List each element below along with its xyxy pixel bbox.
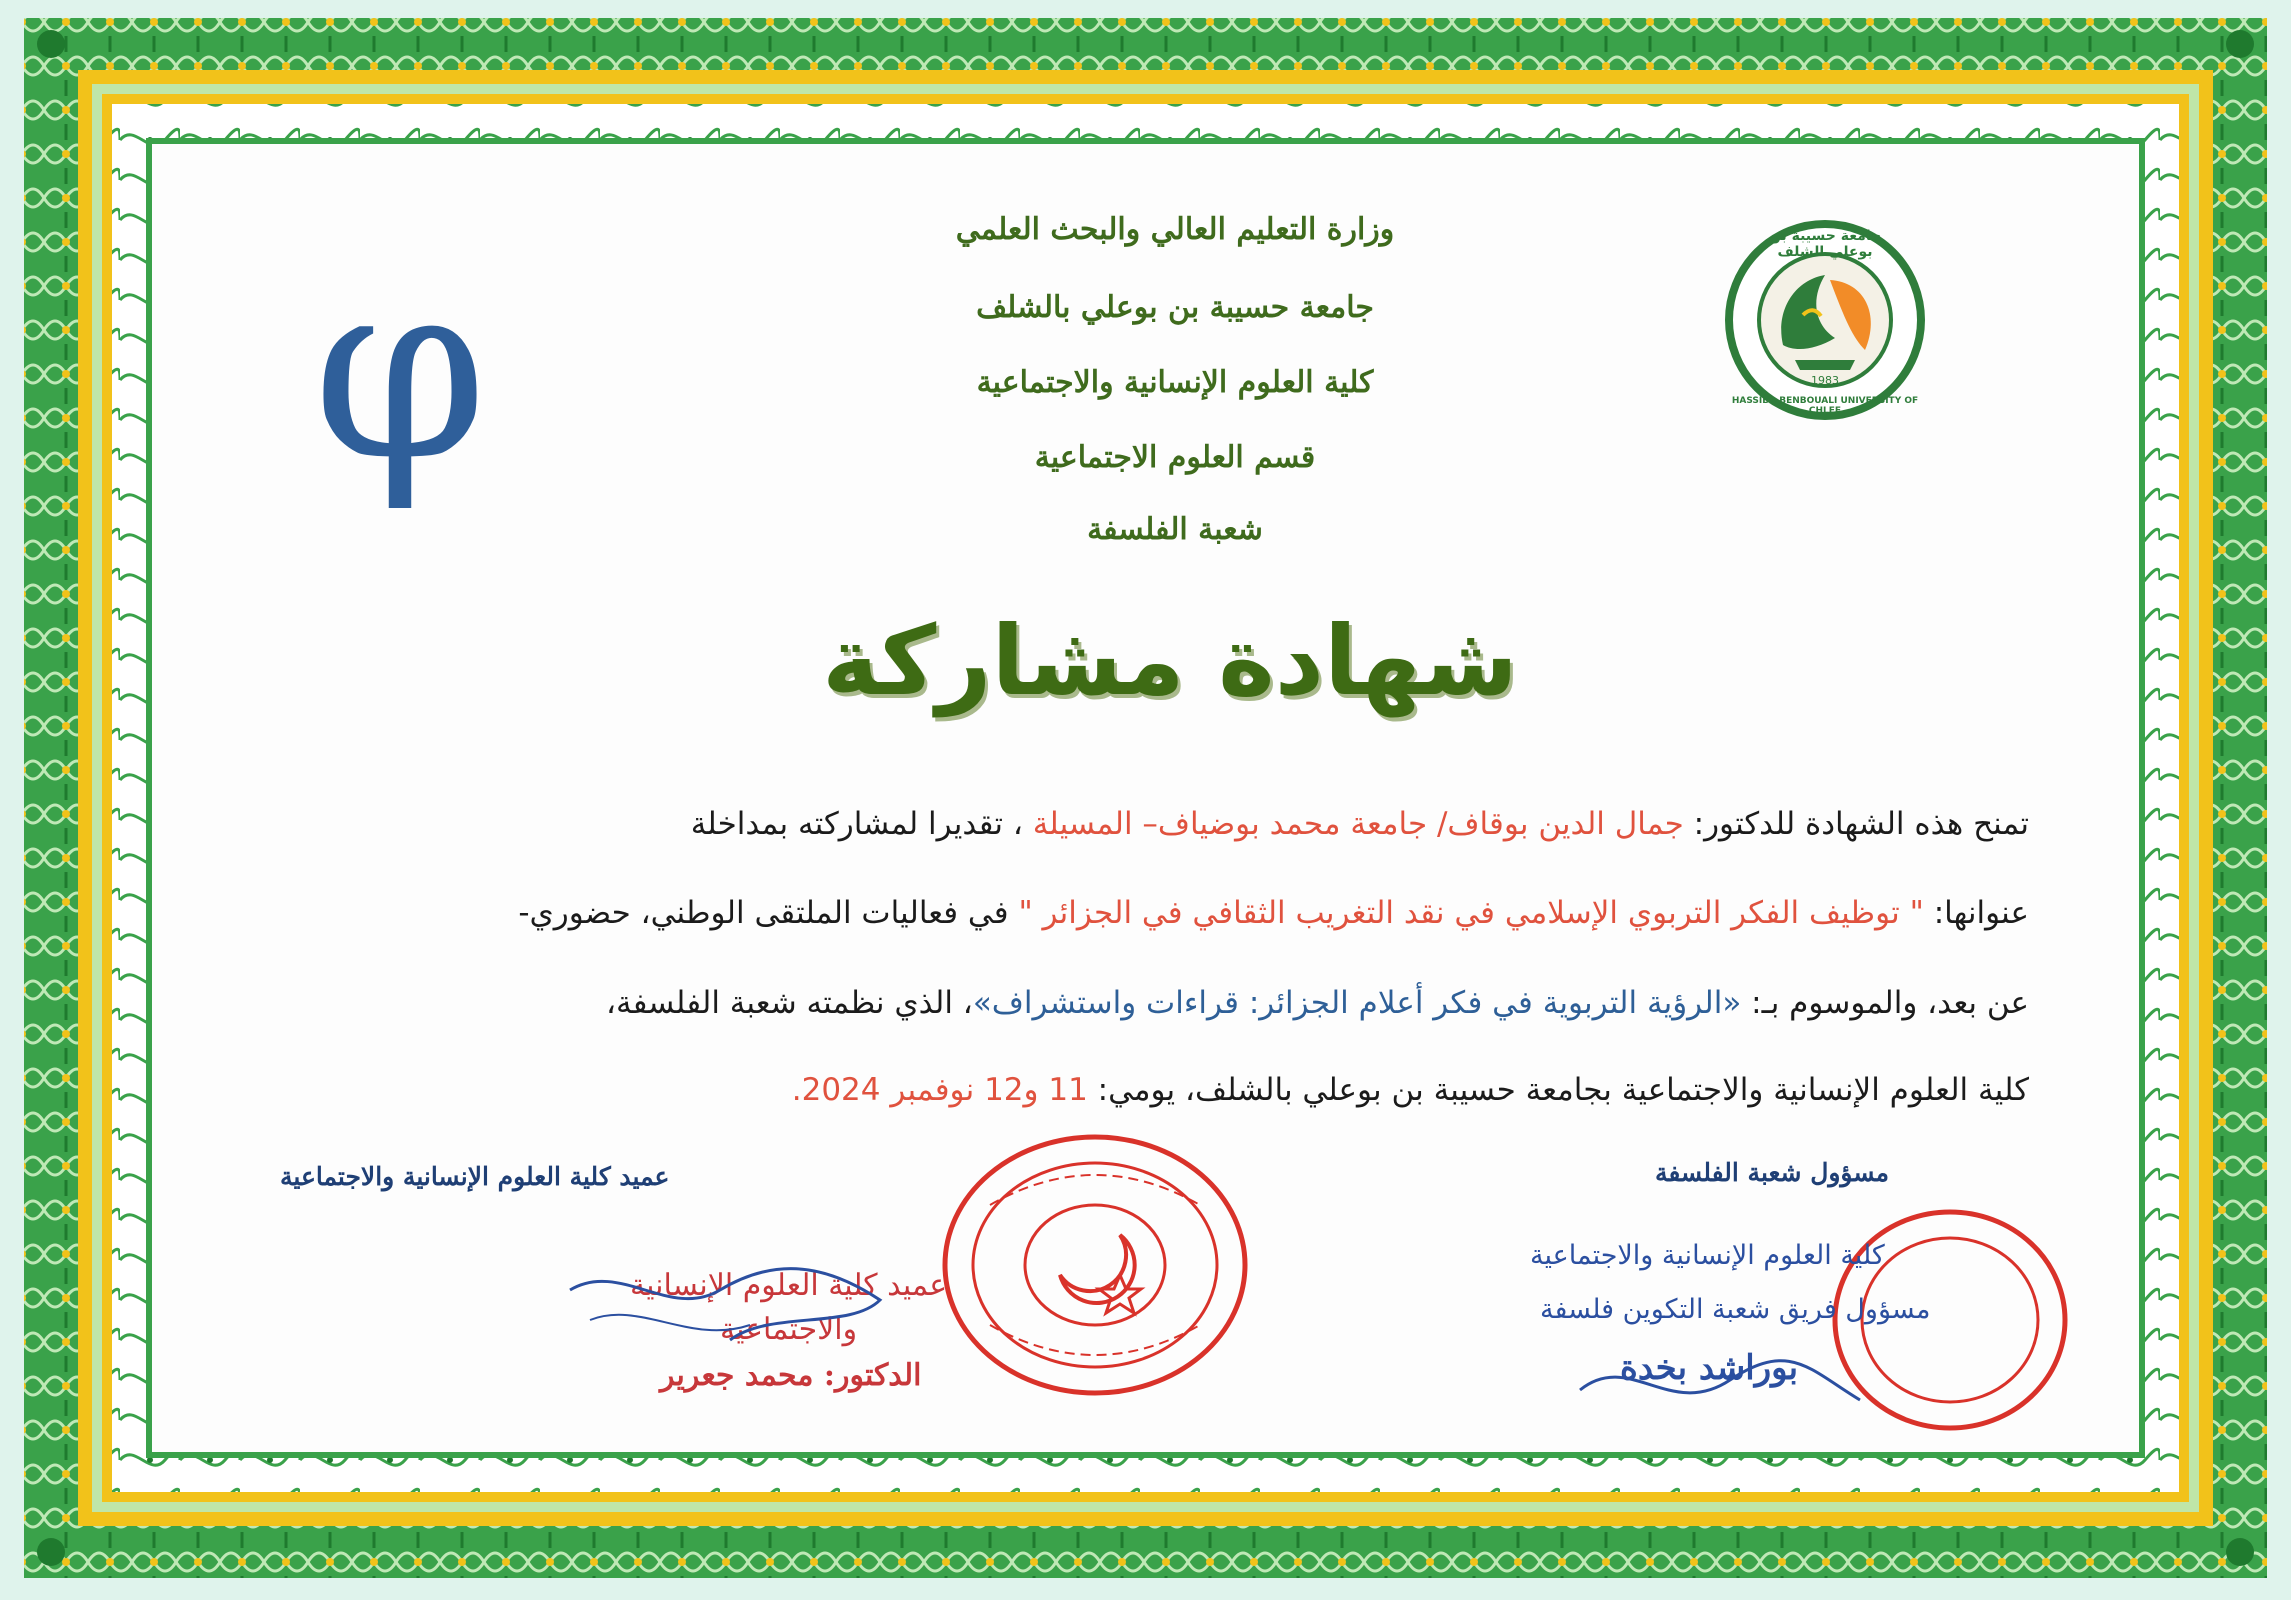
- recipient-name: جمال الدين بوقاف/ جامعة محمد بوضياف– المسيلة: [1032, 806, 1684, 842]
- branch-head-title: مسؤول شعبة الفلسفة: [1655, 1158, 1890, 1187]
- body-line-1: [691, 806, 2029, 842]
- certificate-title: شهادة مشاركة: [822, 605, 1518, 717]
- university-seal: [1725, 220, 1925, 420]
- paper-title: " توظيف الفكر التربوي الإسلامي في نقد التغريب الثقافي في الجزائر ": [1018, 895, 1924, 931]
- dean-stamp-name: الدكتور: محمد جعرير: [660, 1358, 922, 1393]
- ministry-line: وزارة التعليم العالي والبحث العلمي: [955, 212, 1395, 247]
- dean-signature: [550, 1250, 930, 1420]
- seal-year: 1983: [1811, 374, 1839, 387]
- phi-logo: [285, 224, 515, 515]
- university-line: جامعة حسيبة بن بوعلي بالشلف: [976, 290, 1374, 325]
- branch-head-stamp: [1530, 1210, 2090, 1450]
- body-line-2-prefix: عنوانها:: [1923, 895, 2029, 931]
- body-line-3-suffix: ، الذي نظمته شعبة الفلسفة،: [605, 985, 973, 1021]
- seal-text-english: HASSIBA BENBOUALI UNIVERSITY OF CHLEF: [1731, 396, 1919, 416]
- branch-stamp-line-2: مسؤول فريق شعبة التكوين فلسفة: [1540, 1294, 1931, 1325]
- dean-stamp-line-2: والاجتماعية: [720, 1312, 858, 1347]
- branch-stamp-name: بوراشد بخدة: [1620, 1348, 1799, 1388]
- body-line-3-prefix: عن بعد، والموسوم بـ:: [1741, 985, 2029, 1021]
- branch-signature: [1570, 1340, 1870, 1430]
- body-line-4: [792, 1072, 2029, 1108]
- branch-line: شعبة الفلسفة: [1087, 512, 1263, 547]
- dean-stamp: [570, 1260, 950, 1440]
- event-title: «الرؤية التربوية في فكر أعلام الجزائر: قراءات واستشراف»: [972, 985, 1742, 1021]
- official-stamp: [930, 1125, 1260, 1405]
- department-line: قسم العلوم الاجتماعية: [1034, 440, 1316, 475]
- seal-text-arabic: جامعة حسيبة بن بوعلي الشلف: [1768, 228, 1882, 260]
- dean-stamp-line-1: عميد كلية العلوم الإنسانية: [630, 1268, 948, 1303]
- body-line-1-suffix: ، تقديرا لمشاركته بمداخلة: [690, 806, 1033, 842]
- faculty-line: كلية العلوم الإنسانية والاجتماعية: [976, 365, 1374, 400]
- body-line-1-prefix: تمنح هذه الشهادة للدكتور:: [1683, 806, 2029, 842]
- body-line-4-prefix: كلية العلوم الإنسانية والاجتماعية بجامعة حسيبة بن بوعلي بالشلف، يومي:: [1087, 1072, 2029, 1108]
- phi-symbol: φ: [312, 224, 488, 515]
- dean-title: عميد كلية العلوم الإنسانية والاجتماعية: [280, 1162, 670, 1191]
- branch-stamp-line-1: كلية العلوم الإنسانية والاجتماعية: [1530, 1240, 1885, 1271]
- body-line-2: [518, 895, 2029, 931]
- body-line-2-suffix: في فعاليات الملتقى الوطني، حضوري-: [518, 895, 1019, 931]
- event-date: 11 و12 نوفمبر 2024.: [791, 1072, 1088, 1108]
- body-line-3: [606, 985, 2029, 1021]
